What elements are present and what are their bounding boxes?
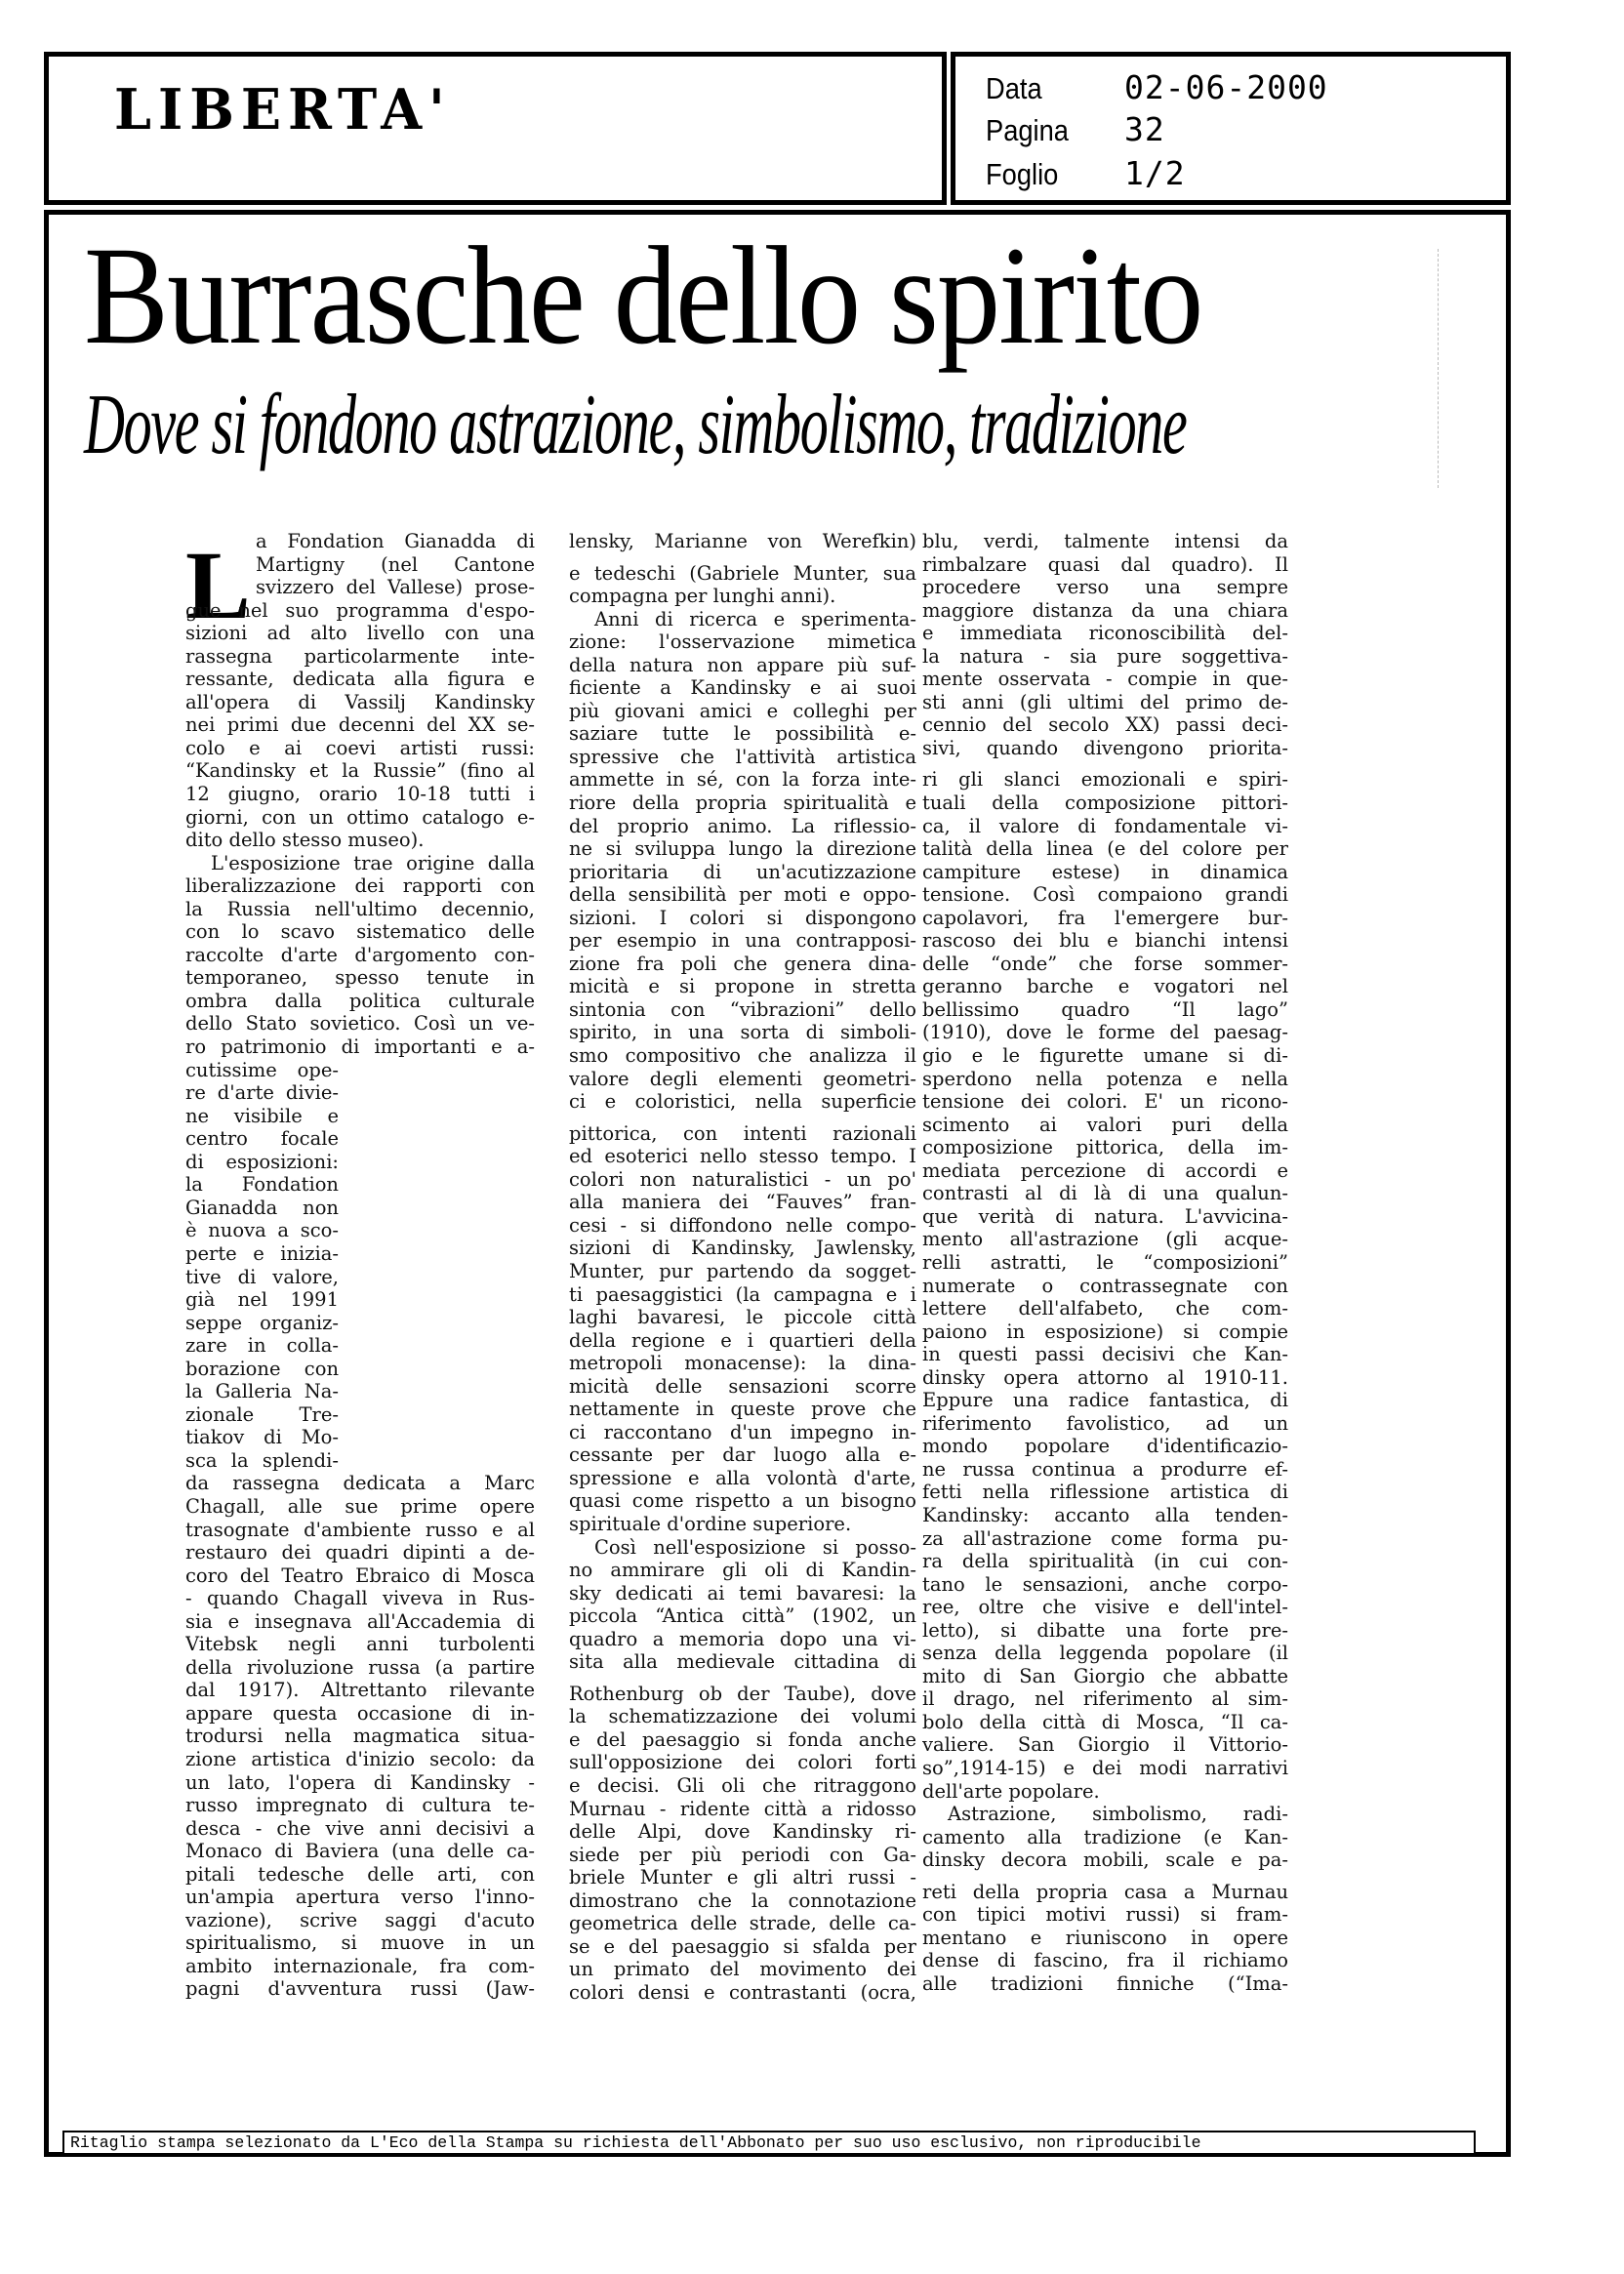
article-line: la Russia nell'ultimo decennio,: [185, 897, 535, 920]
article-line: (1910), dove le forme del paesag-: [922, 1021, 1288, 1044]
article-line: delle Alpi, dove Kandinsky ri-: [569, 1820, 916, 1844]
article-line: prioritaria di un'acutizzazione: [569, 860, 916, 883]
article-line: ra della spiritualità (in cui con-: [922, 1550, 1288, 1573]
article-line: sintonia con “vibrazioni” dello: [569, 997, 916, 1021]
article-line: cessante per dar luogo alla e-: [569, 1443, 916, 1467]
article-line: un primato del movimento dei: [569, 1958, 916, 1981]
article-line: cennio del secolo XX) passi deci-: [922, 713, 1288, 737]
article-line: centro focale: [185, 1127, 339, 1151]
article-line: colori non naturalistici - un po': [569, 1167, 916, 1191]
article-line: sivi, quando divengono priorita-: [922, 736, 1288, 759]
article-column-3: [922, 530, 1288, 1995]
article-line: la Fondation: [185, 1173, 339, 1197]
article-line: zare in colla-: [185, 1334, 339, 1358]
article-line: colori densi e contrastanti (ocra,: [569, 1980, 916, 2004]
meta-sheet: [986, 154, 1186, 192]
newspaper-masthead: LIBERTA': [114, 76, 452, 142]
article-line: temporaneo, spesso tenute in: [185, 966, 535, 990]
article-line: dinsky decora mobili, scale e pa-: [922, 1848, 1288, 1872]
article-line: Murnau - ridente città a ridosso: [569, 1797, 916, 1820]
meta-sheet-value: 1/2: [1124, 154, 1186, 192]
article-line: contrasti al di là di una qualun-: [922, 1182, 1288, 1205]
article-line: ti paesaggistici (la campagna e i: [569, 1282, 916, 1306]
article-line: bellissimo quadro “Il lago”: [922, 997, 1288, 1021]
clipping-disclaimer: Ritaglio stampa selezionato da L'Eco della Stampa su richiesta dell'Abbonato per suo uso esclusivo, non riproducibile: [62, 2131, 1476, 2155]
article-line: ed esoterici nello stesso tempo. I: [569, 1145, 916, 1168]
article-line: Chagall, alle sue prime opere: [185, 1494, 535, 1518]
article-line: con tipici motivi russi) si fram-: [922, 1903, 1288, 1927]
article-line: spirito, in una sorta di simboli-: [569, 1021, 916, 1044]
article-line: spirituale d'ordine superiore.: [569, 1512, 852, 1535]
article-line: restauro dei quadri dipinti a de-: [185, 1541, 535, 1564]
article-line: capolavori, fra l'emergere bur-: [922, 906, 1288, 929]
article-line: ro patrimonio di importanti e a-: [185, 1035, 535, 1059]
article-line: Martigny (nel Cantone: [256, 552, 535, 576]
article-line: da rassegna dedicata a Marc: [185, 1472, 535, 1495]
article-line: “Kandinsky et la Russie” (fino al: [185, 759, 535, 783]
article-line: dito dello stesso museo).: [185, 829, 425, 852]
article-line: tensione dei colori. E' un ricono-: [922, 1090, 1288, 1114]
article-line: e decisi. Gli oli che ritraggono: [569, 1773, 916, 1797]
article-line: ne russa continua a produrre ef-: [922, 1457, 1288, 1481]
article-line: ficiente a Kandinsky e ai suoi: [569, 676, 916, 700]
article-line: sky dedicati ai temi bavaresi: la: [569, 1581, 916, 1604]
article-line: Eppure una radice fantastica, di: [922, 1389, 1288, 1412]
article-line: raccolte d'arte d'argomento con-: [185, 943, 535, 966]
article-line: già nel 1991: [185, 1288, 339, 1312]
article-line: briele Munter e gli altri russi -: [569, 1866, 916, 1889]
article-line: un lato, l'opera di Kandinsky -: [185, 1770, 535, 1794]
article-line: Così nell'esposizione si posso-: [594, 1535, 916, 1559]
meta-page: [986, 110, 1165, 148]
article-line: in questi passi decisivi che Kan-: [922, 1343, 1288, 1366]
article-column-1: [185, 530, 535, 2001]
column-gap: [569, 1114, 916, 1122]
article-line: so”,1914-15) e dei modi narrativi: [922, 1756, 1288, 1779]
article-line: bolo della città di Mosca, “Il ca-: [922, 1710, 1288, 1733]
article-line: coro del Teatro Ebraico di Mosca: [185, 1563, 535, 1587]
article-line: la Galleria Na-: [185, 1380, 339, 1403]
article-line: zione artistica d'inizio secolo: da: [185, 1747, 535, 1770]
article-line: dimostrano che la connotazione: [569, 1888, 916, 1912]
article-headline: Burrasche dello spirito: [84, 219, 1202, 374]
article-line: que verità di natura. L'avvicina-: [922, 1204, 1288, 1228]
article-line: re d'arte divie-: [185, 1081, 339, 1105]
article-column-2: [569, 530, 916, 2004]
article-line: Anni di ricerca e sperimenta-: [594, 607, 916, 630]
article-line: fetti nella riflessione artistica di: [922, 1481, 1288, 1504]
article-line: ca, il valore di fondamentale vi-: [922, 814, 1288, 837]
article-line: mondo popolare d'identificazio-: [922, 1435, 1288, 1458]
article-line: relli astratti, le “composizioni”: [922, 1250, 1288, 1274]
article-line: laghi bavaresi, le piccole città: [569, 1306, 916, 1329]
article-line: più giovani amici e colleghi per: [569, 699, 916, 722]
article-line: e immediata riconoscibilità del-: [922, 622, 1288, 645]
article-line: con lo scavo sistematico delle: [185, 920, 535, 944]
article-line: sperdono nella potenza e nella: [922, 1067, 1288, 1090]
article-line: giorni, con un ottimo catalogo e-: [185, 805, 535, 829]
article-line: spressive che l'attività artistica: [569, 745, 916, 768]
article-line: la schematizzazione dei volumi: [569, 1705, 916, 1728]
article-line: alle tradizioni finniche (“Ima-: [922, 1971, 1288, 1995]
column-gap: [922, 1872, 1288, 1881]
clipping-cut-line: [1438, 249, 1439, 488]
article-line: valore degli elementi geometri-: [569, 1067, 916, 1090]
article-line: sita alla medievale cittadina di: [569, 1650, 916, 1674]
article-line: ambito internazionale, fra com-: [185, 1954, 535, 1977]
article-line: dal 1917). Altrettanto rilevante: [185, 1679, 535, 1702]
meta-date: [986, 68, 1328, 106]
article-line: perte e inizia-: [185, 1241, 339, 1265]
article-line: quadro a memoria dopo una vi-: [569, 1627, 916, 1650]
article-line: ne visibile e: [185, 1104, 339, 1127]
article-line: riore della propria spiritualità e: [569, 792, 916, 815]
meta-page-value: 32: [1124, 110, 1165, 148]
article-line: se e del paesaggio si sfalda per: [569, 1934, 916, 1958]
article-line: sca la splendi-: [185, 1448, 339, 1472]
article-line: sti anni (gli ultimi del primo de-: [922, 690, 1288, 713]
article-line: spiritualismo, si muove in un: [185, 1931, 535, 1955]
article-line: riferimento favolistico, ad un: [922, 1411, 1288, 1435]
article-line: della rivoluzione russa (a partire: [185, 1655, 535, 1679]
article-line: zione: l'osservazione mimetica: [569, 630, 916, 654]
article-line: Rothenburg ob der Taube), dove: [569, 1682, 916, 1705]
article-line: russo impregnato di cultura te-: [185, 1794, 535, 1817]
article-line: pagni d'avventura russi (Jaw-: [185, 1977, 535, 2001]
article-line: alla maniera dei “Fauves” fran-: [569, 1191, 916, 1214]
article-line: zione fra poli che genera dina-: [569, 952, 916, 975]
article-line: tano le sensazioni, anche corpo-: [922, 1572, 1288, 1596]
article-line: dinsky opera attorno al 1910-11.: [922, 1365, 1288, 1389]
article-line: Munter, pur partendo da sogget-: [569, 1259, 916, 1282]
article-line: rascoso dei blu e bianchi intensi: [922, 929, 1288, 953]
article-line: smo compositivo che analizza il: [569, 1044, 916, 1068]
article-line: rassegna particolarmente inte-: [185, 644, 535, 668]
article-line: metropoli monacense): la dina-: [569, 1352, 916, 1375]
column-gap: [569, 1674, 916, 1683]
article-line: procedere verso una sempre: [922, 576, 1288, 599]
article-line: cesi - si diffondono nelle compo-: [569, 1213, 916, 1237]
article-line: ne si sviluppa lungo la direzione: [569, 837, 916, 861]
article-line: mediata percezione di accordi e: [922, 1158, 1288, 1182]
article-line: un'ampia apertura verso l'inno-: [185, 1886, 535, 1909]
article-line: gio e le figurette umane si di-: [922, 1044, 1288, 1068]
article-line: gue nel suo programma d'espo-: [185, 598, 535, 622]
article-line: zionale Tre-: [185, 1402, 339, 1426]
article-line: sia e insegnava all'Accademia di: [185, 1609, 535, 1633]
article-line: tuali della composizione pittori-: [922, 792, 1288, 815]
article-line: nettamente in queste prove che: [569, 1398, 916, 1421]
article-line: talità della linea (e del colore per: [922, 837, 1288, 861]
article-line: Gianadda non: [185, 1196, 339, 1219]
article-line: mentano e riuniscono in opere: [922, 1926, 1288, 1949]
article-line: ri gli slanci emozionali e spiri-: [922, 768, 1288, 792]
article-line: za all'astrazione come forma pu-: [922, 1526, 1288, 1550]
article-line: appare questa occasione di in-: [185, 1701, 535, 1725]
article-line: mito di San Giorgio che abbatte: [922, 1664, 1288, 1687]
article-line: pitali tedesche delle arti, con: [185, 1862, 535, 1886]
article-line: geranno barche e vogatori nel: [922, 975, 1288, 998]
article-line: dell'arte popolare.: [922, 1779, 1100, 1803]
article-line: vazione), scrive saggi d'acuto: [185, 1908, 535, 1931]
article-line: campiture estese) in dinamica: [922, 860, 1288, 883]
article-line: ammette in sé, con la forza inte-: [569, 768, 916, 792]
article-line: borazione con: [185, 1357, 339, 1380]
article-line: scimento ai valori puri della: [922, 1113, 1288, 1136]
article-line: dense di fascino, fra il richiamo: [922, 1949, 1288, 1972]
article-line: liberalizzazione dei rapporti con: [185, 874, 535, 898]
article-line: maggiore distanza da una chiara: [922, 598, 1288, 622]
article-line: all'opera di Vassilj Kandinsky: [185, 690, 535, 713]
article-line: della regione e i quartieri della: [569, 1328, 916, 1352]
article-line: composizione pittorica, della im-: [922, 1136, 1288, 1159]
article-line: - quando Chagall viveva in Rus-: [185, 1587, 535, 1610]
article-line: dello Stato sovietico. Così un ve-: [185, 1012, 535, 1035]
column-gap: [922, 759, 1288, 768]
article-line: e del paesaggio si fonda anche: [569, 1727, 916, 1751]
article-line: spressione e alla volontà d'arte,: [569, 1466, 916, 1489]
article-line: blu, verdi, talmente intensi da: [922, 530, 1288, 552]
article-line: ci e coloristici, nella superficie: [569, 1090, 916, 1114]
article-subtitle: Dove si fondono astrazione, simbolismo, tradizione: [84, 378, 1187, 472]
article-line: Astrazione, simbolismo, radi-: [948, 1803, 1288, 1826]
article-line: piccola “Antica città” (1902, un: [569, 1604, 916, 1628]
article-line: trasognate d'ambiente russo e al: [185, 1518, 535, 1541]
article-line: è nuova a sco-: [185, 1219, 339, 1242]
article-line: lensky, Marianne von Werefkin): [569, 530, 916, 552]
article-line: L'esposizione trae origine dalla: [211, 851, 535, 874]
article-line: e tedeschi (Gabriele Munter, sua: [569, 561, 916, 585]
article-line: tiakov di Mo-: [185, 1426, 339, 1449]
article-line: paiono in esposizione) si compie: [922, 1320, 1288, 1343]
article-line: camento alla tradizione (e Kan-: [922, 1825, 1288, 1848]
article-line: per esempio in una contrapposi-: [569, 929, 916, 953]
article-line: ombra dalla politica culturale: [185, 989, 535, 1012]
article-line: a Fondation Gianadda di: [256, 530, 535, 552]
article-line: tensione. Così compaiono grandi: [922, 883, 1288, 907]
article-line: di esposizioni:: [185, 1150, 339, 1173]
article-line: mento all'astrazione (gli acque-: [922, 1228, 1288, 1251]
article-line: lettere dell'alfabeto, che com-: [922, 1297, 1288, 1320]
article-line: reti della propria casa a Murnau: [922, 1880, 1288, 1903]
article-line: delle “onde” che forse sommer-: [922, 952, 1288, 975]
meta-date-value: 02-06-2000: [1124, 68, 1328, 106]
meta-page-label: Pagina: [986, 113, 1069, 147]
article-line: sizioni ad alto livello con una: [185, 622, 535, 645]
article-line: ree, oltre che visive e dell'intel-: [922, 1596, 1288, 1619]
article-line: nei primi due decenni del XX se-: [185, 713, 535, 737]
article-line: senza della leggenda popolare (il: [922, 1642, 1288, 1665]
article-line: rimbalzare quasi dal quadro). Il: [922, 552, 1288, 576]
article-line: pittorica, con intenti razionali: [569, 1121, 916, 1145]
article-line: ci raccontano d'un impegno in-: [569, 1420, 916, 1443]
article-line: trodursi nella magmatica situa-: [185, 1725, 535, 1748]
article-line: tive di valore,: [185, 1265, 339, 1288]
article-line: il drago, nel riferimento al sim-: [922, 1687, 1288, 1711]
article-line: saziare tutte le possibilità e-: [569, 722, 916, 746]
article-line: geometrica delle strade, delle ca-: [569, 1912, 916, 1935]
article-line: mente osservata - compie in que-: [922, 668, 1288, 691]
article-line: svizzero del Vallese) prose-: [256, 576, 535, 599]
article-line: desca - che vive anni decisivi a: [185, 1816, 535, 1840]
article-line: micità delle sensazioni scorre: [569, 1374, 916, 1398]
article-line: colo e ai coevi artisti russi:: [185, 736, 535, 759]
meta-sheet-label: Foglio: [986, 157, 1059, 191]
article-line: numerate o contrassegnate con: [922, 1274, 1288, 1297]
article-line: sizioni di Kandinsky, Jawlensky,: [569, 1237, 916, 1260]
article-line: cutissime ope-: [185, 1058, 339, 1081]
article-line: micità e si propone in stretta: [569, 975, 916, 998]
article-line: siede per più periodi con Ga-: [569, 1843, 916, 1866]
article-line: quasi come rispetto a un bisogno: [569, 1489, 916, 1513]
article-line: sizioni. I colori si dispongono: [569, 906, 916, 929]
article-line: della natura non appare più suf-: [569, 653, 916, 676]
article-line: Kandinsky: accanto alla tenden-: [922, 1503, 1288, 1526]
article-line: valiere. San Giorgio il Vittorio-: [922, 1733, 1288, 1757]
article-line: compagna per lunghi anni).: [569, 585, 836, 608]
column-gap: [569, 553, 916, 562]
article-line: no ammirare gli oli di Kandin-: [569, 1559, 916, 1582]
article-line: del proprio animo. La riflessio-: [569, 814, 916, 837]
article-line: ressante, dedicata alla figura e: [185, 668, 535, 691]
article-line: letto), si dibatte una forte pre-: [922, 1618, 1288, 1642]
drop-cap: L: [185, 531, 251, 639]
article-line: Monaco di Baviera (una delle ca-: [185, 1840, 535, 1863]
article-line: sull'opposizione dei colori forti: [569, 1751, 916, 1774]
article-line: 12 giugno, orario 10-18 tutti i: [185, 783, 535, 806]
article-line: seppe organiz-: [185, 1311, 339, 1334]
meta-date-label: Data: [986, 71, 1042, 105]
article-line: la natura - sia pure soggettiva-: [922, 644, 1288, 668]
article-line: Vitebsk negli anni turbolenti: [185, 1633, 535, 1656]
article-line: della sensibilità per moti e oppo-: [569, 883, 916, 907]
